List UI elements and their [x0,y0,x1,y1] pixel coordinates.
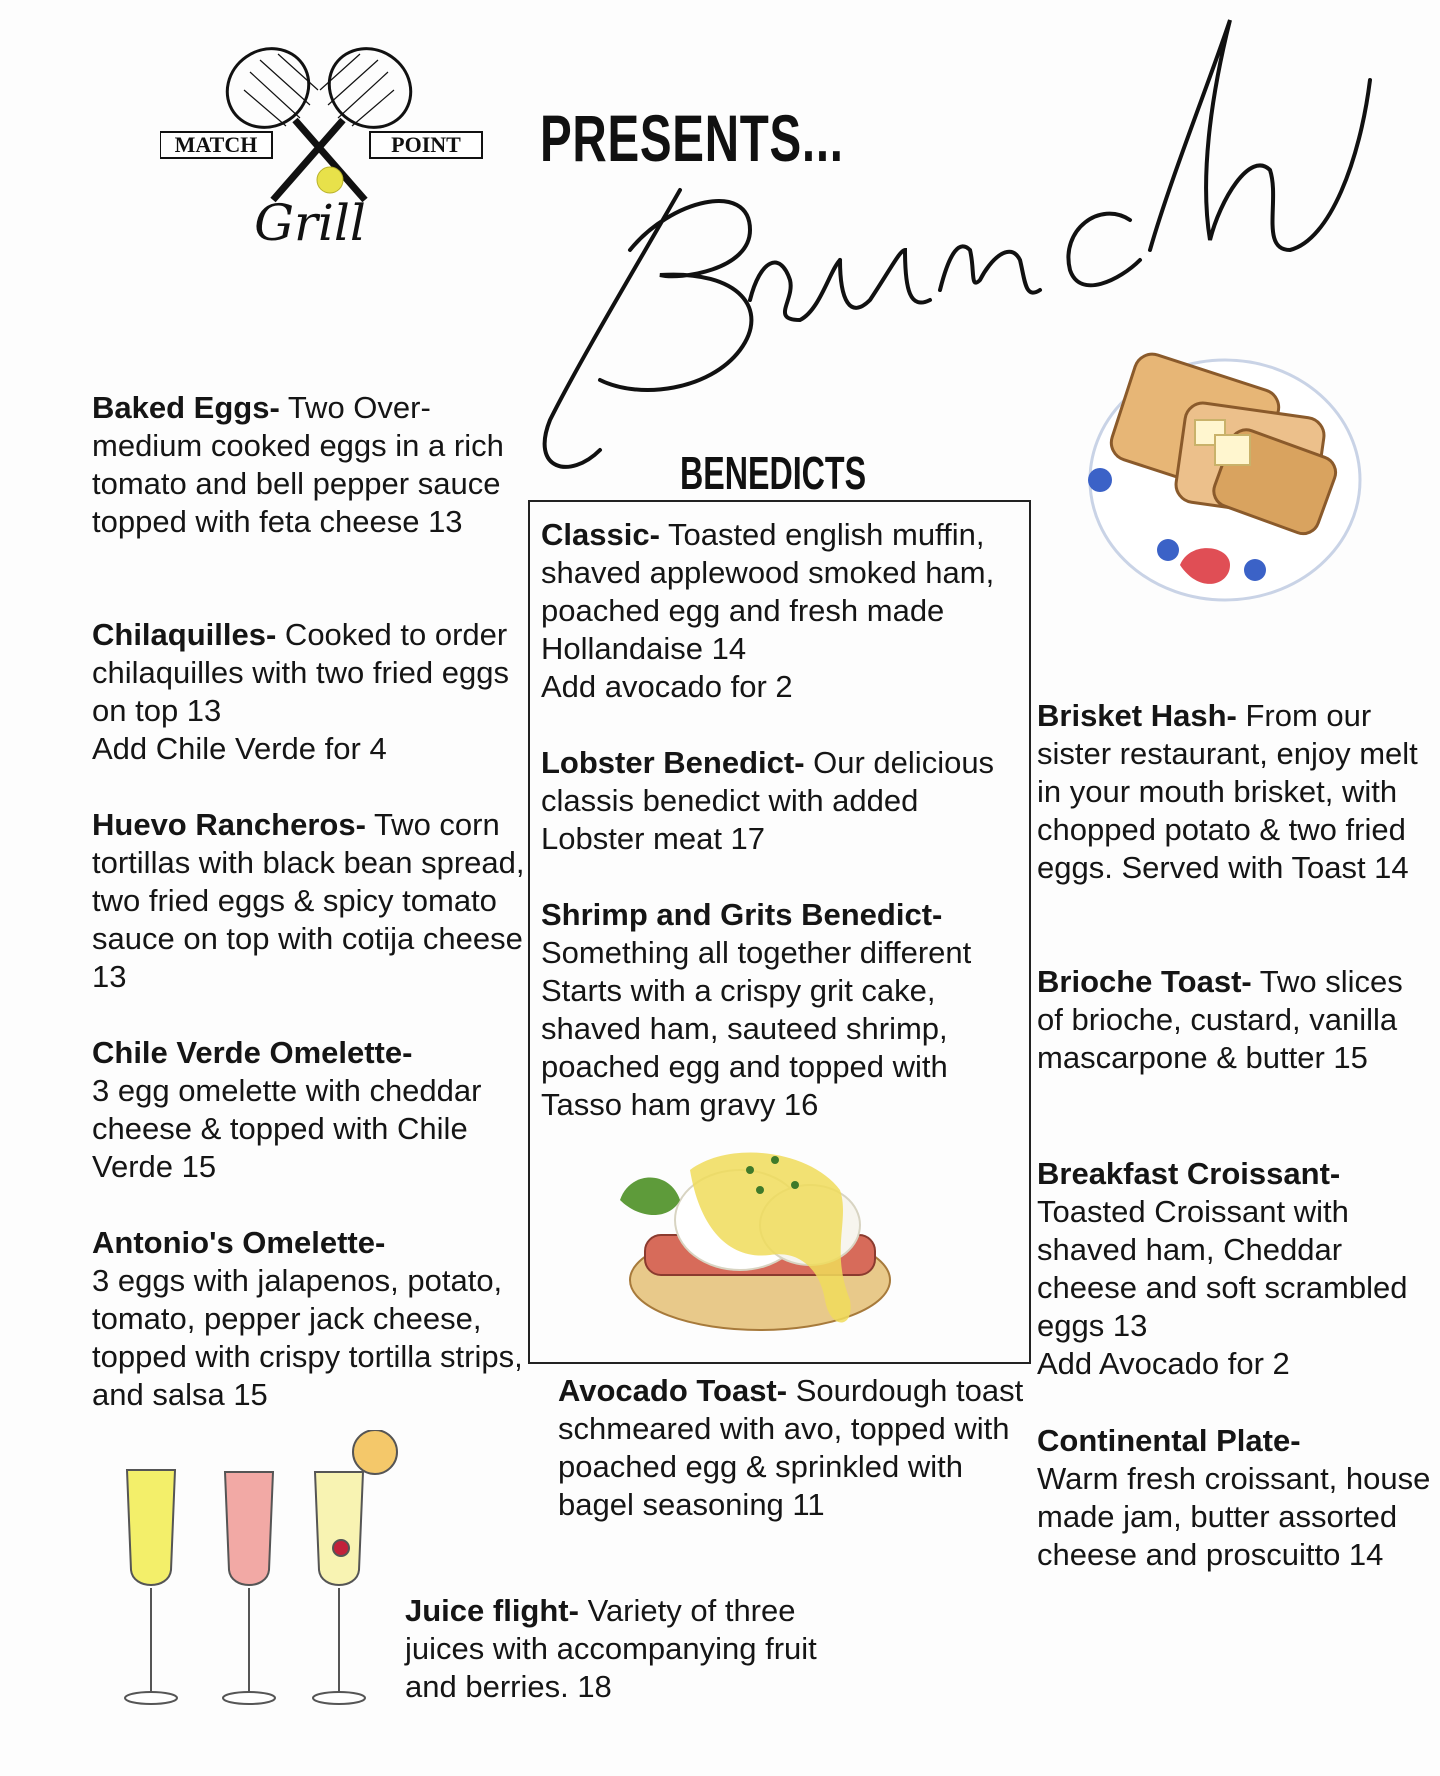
item-desc: 3 egg omelette with cheddar cheese & topped with Chile Verde 15 [92,1073,482,1184]
item-name: Avocado Toast- [558,1373,788,1408]
item-addon: Add avocado for 2 [541,669,793,704]
item-name: Continental Plate- [1037,1423,1301,1458]
tennis-rackets-icon [160,40,500,270]
item-name: Chilaquilles- [92,617,277,652]
item-name: Breakfast Croissant- [1037,1156,1341,1191]
menu-item-antonios-omelette [92,1224,532,1414]
item-desc: Warm fresh croissant, house made jam, butter assorted cheese and proscuitto 14 [1037,1461,1431,1572]
item-addon: Add Chile Verde for 4 [92,731,387,766]
item-desc: Variety of three juices with accompanying fruit and berries. 18 [405,1593,817,1704]
menu-item-avocado-toast [558,1372,1028,1524]
menu-item-classic-benedict [541,516,1021,706]
menu-item-lobster-benedict [541,744,1021,858]
item-name: Juice flight- [405,1593,579,1628]
menu-item-brisket-hash [1037,697,1432,887]
eggs-benedict-illustration [600,1130,940,1350]
item-desc: Toasted english muffin, shaved applewood smoked ham, poached egg and fresh made Hollandaise 14 [541,517,995,666]
item-desc: Two Over-medium cooked eggs in a rich tomato and bell pepper sauce topped with feta cheese 13 [92,390,504,539]
menu-item-shrimp-grits-benedict [541,896,1021,1124]
menu-item-juice-flight [405,1592,845,1706]
benedicts-heading: BENEDICTS [680,447,867,499]
menu-item-continental-plate [1037,1422,1432,1574]
french-toast-plate-illustration [1070,330,1380,630]
item-desc: Our delicious classis benedict with added Lobster meat 17 [541,745,995,856]
item-name: Baked Eggs- [92,390,280,425]
menu-item-huevo-rancheros [92,806,532,996]
item-name: Brisket Hash- [1037,698,1237,733]
item-desc: Something all together different Starts with a crispy grit cake, shaved ham, sauteed shrimp, poached egg and topped with Tasso ham gravy 16 [541,935,972,1122]
menu-item-chile-verde-omelette [92,1034,512,1186]
mimosa-glasses-illustration [115,1430,415,1730]
item-name: Lobster Benedict- [541,745,805,780]
logo-word-match: MATCH [174,132,258,157]
item-desc: Cooked to order chilaquilles with two fried eggs on top 13 [92,617,509,728]
item-name: Huevo Rancheros- [92,807,366,842]
item-addon: Add Avocado for 2 [1037,1346,1290,1381]
menu-item-brioche-toast [1037,963,1432,1077]
item-name: Shrimp and Grits Benedict- [541,897,943,932]
brunch-title-text: Brunch [510,0,514,1]
item-name: Antonio's Omelette- [92,1225,386,1260]
item-desc: 3 eggs with jalapenos, potato, tomato, pepper jack cheese, topped with crispy tortilla strips, and salsa 15 [92,1263,523,1412]
menu-item-baked-eggs [92,389,512,541]
presents-heading: PRESENTS... [540,101,844,175]
item-name: Classic- [541,517,660,552]
menu-item-breakfast-croissant [1037,1155,1417,1383]
item-desc: From our sister restaurant, enjoy melt in your mouth brisket, with chopped potato & two fried eggs. Served with Toast 14 [1037,698,1418,885]
item-desc: Two slices of brioche, custard, vanilla mascarpone & butter 15 [1037,964,1403,1075]
match-point-grill-logo [160,40,500,270]
item-name: Brioche Toast- [1037,964,1252,999]
item-desc: Toasted Croissant with shaved ham, Cheddar cheese and soft scrambled eggs 13 [1037,1194,1408,1343]
logo-word-point: POINT [391,132,461,157]
menu-item-chilaquilles [92,616,512,768]
logo-word-grill: Grill [254,194,366,252]
item-name: Chile Verde Omelette- [92,1035,413,1070]
item-desc: Two corn tortillas with black bean spread, two fried eggs & spicy tomato sauce on top with cotija cheese 13 [92,807,525,994]
item-desc: Sourdough toast schmeared with avo, topped with poached egg & sprinkled with bagel seasoning 11 [558,1373,1024,1522]
